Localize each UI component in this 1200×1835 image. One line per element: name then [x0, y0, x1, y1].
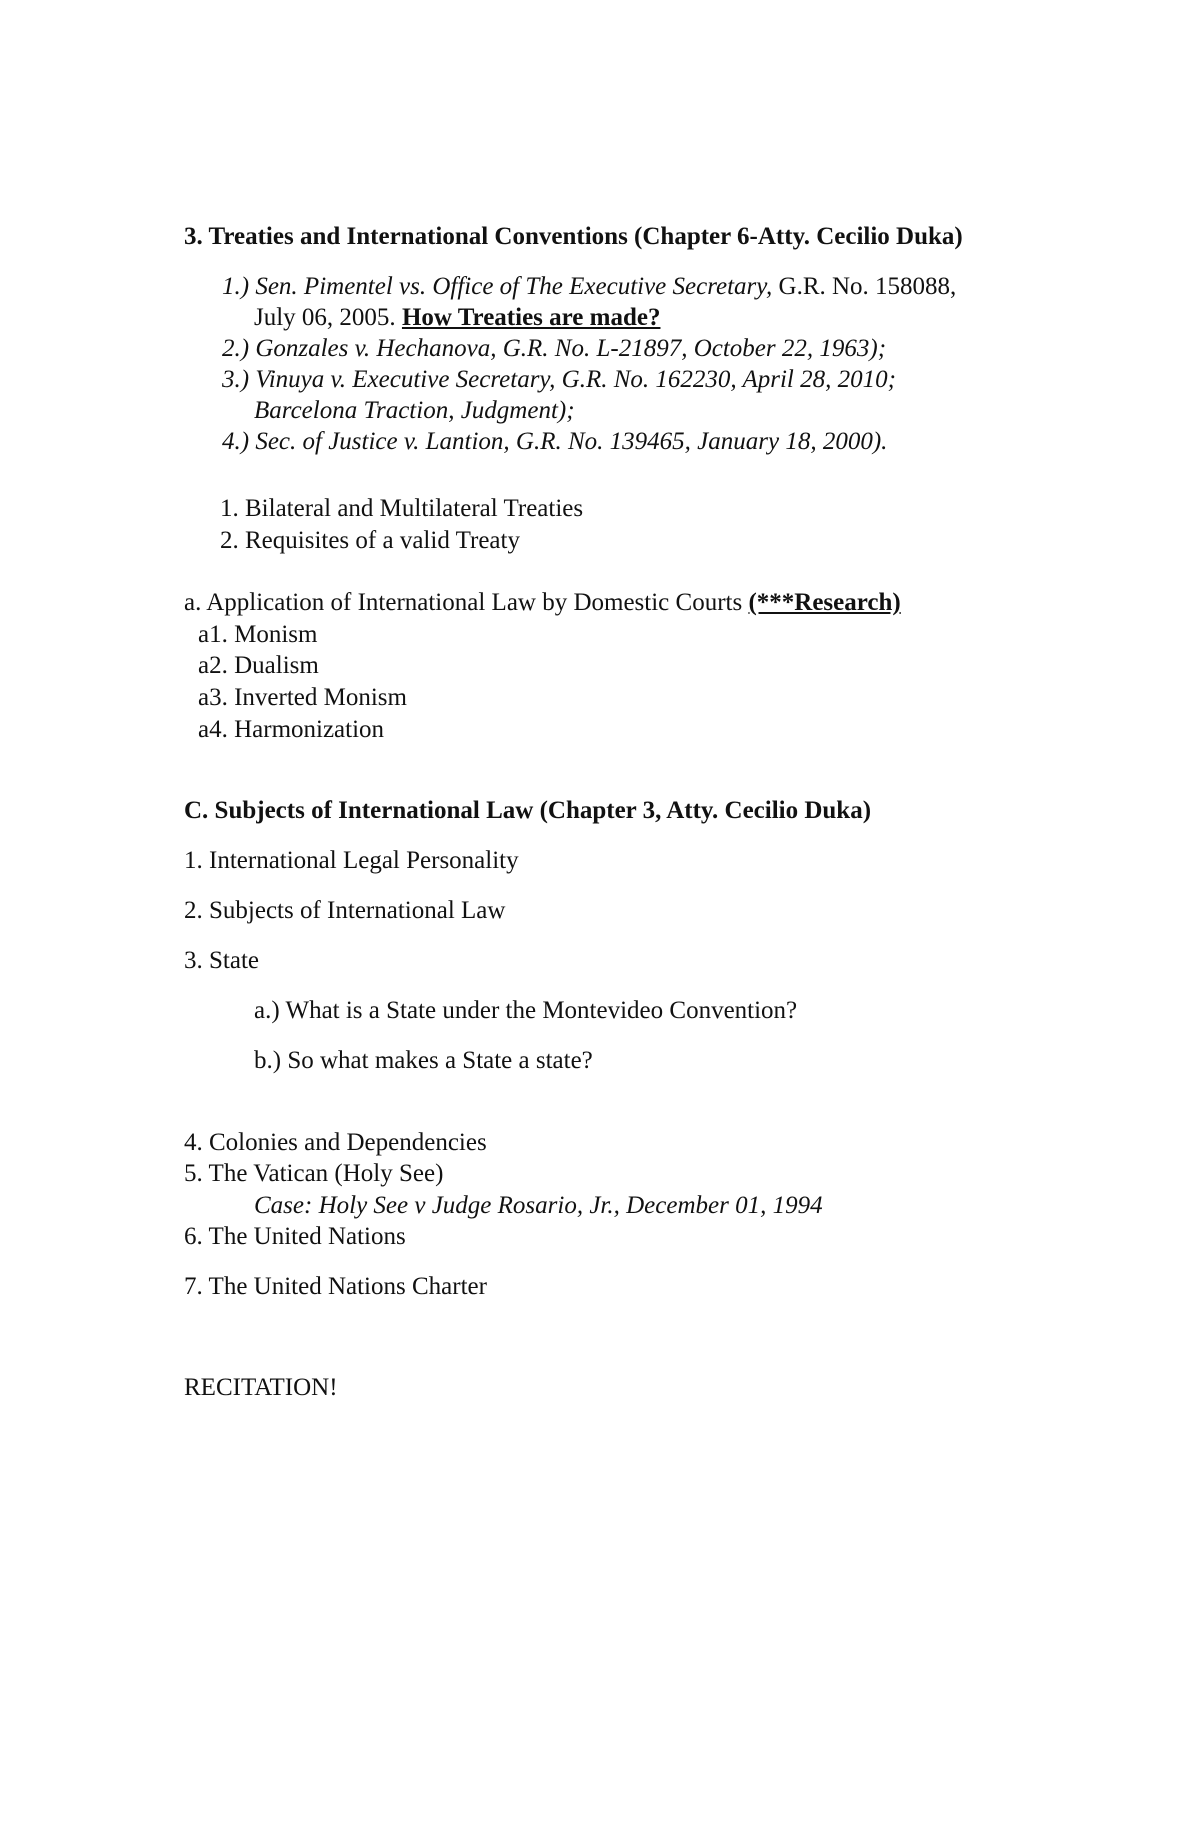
- state-question-a: a.) What is a State under the Montevideo Convention?: [254, 997, 798, 1024]
- numbered-item-2: 2. Requisites of a valid Treaty: [220, 527, 520, 554]
- application-item-harmonization: a4. Harmonization: [198, 716, 385, 743]
- section-c-item-3: 3. State: [184, 947, 259, 974]
- case-1-topic: How Treaties are made?: [401, 304, 661, 331]
- case-1-gr-number: G.R. No. 158088,: [772, 273, 957, 300]
- section-c-item-2: 2. Subjects of International Law: [184, 897, 506, 924]
- case-4: 4.) Sec. of Justice v. Lantion, G.R. No. 139465, January 18, 2000).: [222, 428, 888, 455]
- state-question-b: b.) So what makes a State a state?: [254, 1047, 593, 1074]
- numbered-item-1: 1. Bilateral and Multilateral Treaties: [220, 495, 584, 522]
- closing-note: RECITATION!: [184, 1374, 338, 1401]
- section-c-heading: C. Subjects of International Law (Chapter 3, Atty. Cecilio Duka): [184, 797, 872, 824]
- section-c-item-4: 4. Colonies and Dependencies: [184, 1129, 487, 1156]
- case-1-title: 1.) Sen. Pimentel vs. Office of The Executive Secretary,: [222, 273, 773, 300]
- section-c-item-6: 6. The United Nations: [184, 1223, 406, 1250]
- case-1-line-2: [254, 302, 660, 333]
- case-1-date: July 06, 2005.: [254, 304, 402, 331]
- section-c-item-7: 7. The United Nations Charter: [184, 1273, 487, 1300]
- application-heading-text: a. Application of International Law by Domestic Courts: [184, 589, 749, 616]
- section-3-heading: 3. Treaties and International Conventions (Chapter 6-Atty. Cecilio Duka): [184, 223, 963, 250]
- case-1-line-1: [222, 271, 956, 302]
- case-3-line-1: 3.) Vinuya v. Executive Secretary, G.R. No. 162230, April 28, 2010;: [222, 366, 896, 393]
- application-heading: [184, 587, 901, 618]
- application-item-inverted-monism: a3. Inverted Monism: [198, 684, 407, 711]
- section-c-item-1: 1. International Legal Personality: [184, 847, 519, 874]
- case-3-line-2: Barcelona Traction, Judgment);: [254, 397, 575, 424]
- research-note: (***Research): [748, 589, 901, 616]
- holy-see-case: Case: Holy See v Judge Rosario, Jr., December 01, 1994: [254, 1192, 823, 1219]
- application-item-dualism: a2. Dualism: [198, 652, 319, 679]
- case-2: 2.) Gonzales v. Hechanova, G.R. No. L-21897, October 22, 1963);: [222, 335, 887, 362]
- application-item-monism: a1. Monism: [198, 621, 318, 648]
- section-c-item-5: 5. The Vatican (Holy See): [184, 1160, 444, 1187]
